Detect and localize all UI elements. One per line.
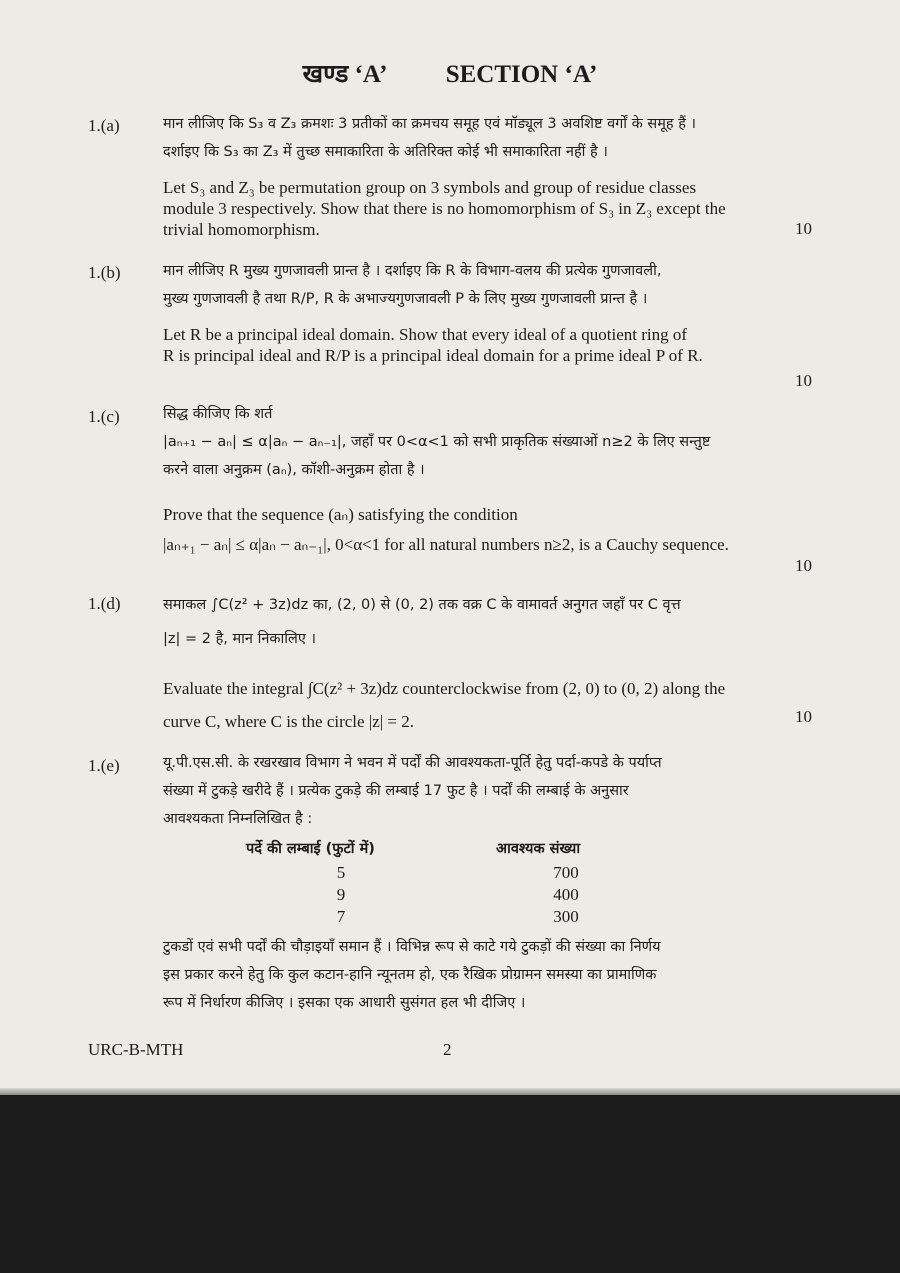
curtain-requirement-table: [246, 838, 636, 928]
question-number: 1.(a): [88, 116, 120, 135]
table-cell-quantity: 400: [553, 885, 579, 904]
question-marks: 10: [795, 556, 812, 575]
question-number: 1.(e): [88, 756, 120, 775]
question-hindi-text-continued: टुकडों एवं सभी पर्दों की चौड़ाइयाँ समान हैं । विभिन्न रूप से काटे गये टुकड़ों की संख्या का निर्णय इस प्रकार करने हेतु कि कुल कटान-हानि न्यूनतम हो, एक रैखिक प्रोग्रामन समस्या का प्रामाणिक रूप में निर्धारण कीजिए । इसका एक आधारी सुसंगत हल भी दीजिए ।: [163, 939, 661, 1011]
table-row: [246, 906, 636, 928]
question-hindi-text: मान लीजिए कि S₃ व Z₃ क्रमशः 3 प्रतीकों का क्रमचय समूह एवं मॉड्यूल 3 अवशिष्ट वर्गों के समूह हैं । दर्शाइए कि S₃ का Z₃ में तुच्छ समाकारिता के अतिरिक्त कोई भी समाकारिता नहीं है ।: [163, 116, 696, 160]
table-cell-quantity: 300: [553, 907, 579, 926]
question-english-text: Prove that the sequence (aₙ) satisfying the condition |aₙ₊₁ − aₙ| ≤ α|aₙ − aₙ₋₁|, 0<α<1 for all natural numbers n≥2, is a Cauchy sequence.: [163, 505, 729, 554]
table-header-row: [246, 838, 636, 862]
section-heading-hindi: खण्ड ‘A’: [302, 61, 388, 88]
table-row: [246, 862, 636, 884]
question-english-text: Let S₃ and Z₃ be permutation group on 3 symbols and group of residue classes module 3 respectively. Show that there is no homomorphism of S₃ in Z₃ except the trivial homomorphism.: [163, 178, 726, 239]
question-number: 1.(c): [88, 407, 120, 426]
paper-code: URC-B-MTH: [88, 1040, 184, 1059]
question-marks: 10: [795, 371, 812, 390]
question-english-text: Evaluate the integral ∫C(z² + 3z)dz counterclockwise from (2, 0) to (0, 2) along the curve C, where C is the circle |z| = 2.: [163, 679, 726, 731]
table-row: [246, 884, 636, 906]
table-cell-length: 9: [336, 885, 346, 904]
question-hindi-text: समाकल ∫C(z² + 3z)dz का, (2, 0) से (0, 2) तक वक्र C के वामावर्त अनुगत जहाँ पर C वृत्त |z| = 2 है, मान निकालिए ।: [163, 597, 681, 647]
question-hindi-text: सिद्ध कीजिए कि शर्त |aₙ₊₁ − aₙ| ≤ α|aₙ − aₙ₋₁|, जहाँ पर 0<α<1 को सभी प्राकृतिक संख्याओं n≥2 के लिए सन्तुष्ट करने वाला अनुक्रम (aₙ), कॉशी-अनुक्रम होता है ।: [163, 406, 711, 478]
question-hindi-text: मान लीजिए R मुख्य गुणजावली प्रान्त है । दर्शाइए कि R के विभाग-वलय की प्रत्येक गुणजावली, मुख्य गुणजावली है तथा R/P, R के अभाज्यगुणजावली P के लिए मुख्य गुणजावली प्रान्त है ।: [163, 263, 662, 307]
section-heading: [0, 56, 900, 90]
page-number: 2: [443, 1040, 452, 1059]
page-edge-shadow: [0, 1088, 900, 1095]
question-marks: 10: [795, 219, 812, 238]
question-number: 1.(b): [88, 263, 121, 282]
table-cell-quantity: 700: [553, 863, 579, 882]
question-marks: 10: [795, 707, 812, 726]
question-number: 1.(d): [88, 594, 121, 613]
question-hindi-text: यू.पी.एस.सी. के रखरखाव विभाग ने भवन में पर्दों की आवश्यकता-पूर्ति हेतु पर्दा-कपडे के पर्याप्त संख्या में टुकड़े खरीदे हैं । प्रत्येक टुकड़े की लम्बाई 17 फुट है । पर्दों की लम्बाई के अनुसार आवश्यकता निम्नलिखित है :: [163, 755, 662, 827]
table-cell-length: 7: [336, 907, 346, 926]
table-cell-length: 5: [336, 863, 346, 882]
question-english-text: Let R be a principal ideal domain. Show that every ideal of a quotient ring of R is principal ideal and R/P is a principal ideal domain for a prime ideal P of R.: [163, 325, 703, 365]
table-header-quantity: आवश्यक संख्या: [496, 841, 581, 857]
table-header-length: पर्दे की लम्बाई (फुटों में): [246, 841, 375, 857]
section-heading-english: SECTION ‘A’: [445, 61, 598, 88]
